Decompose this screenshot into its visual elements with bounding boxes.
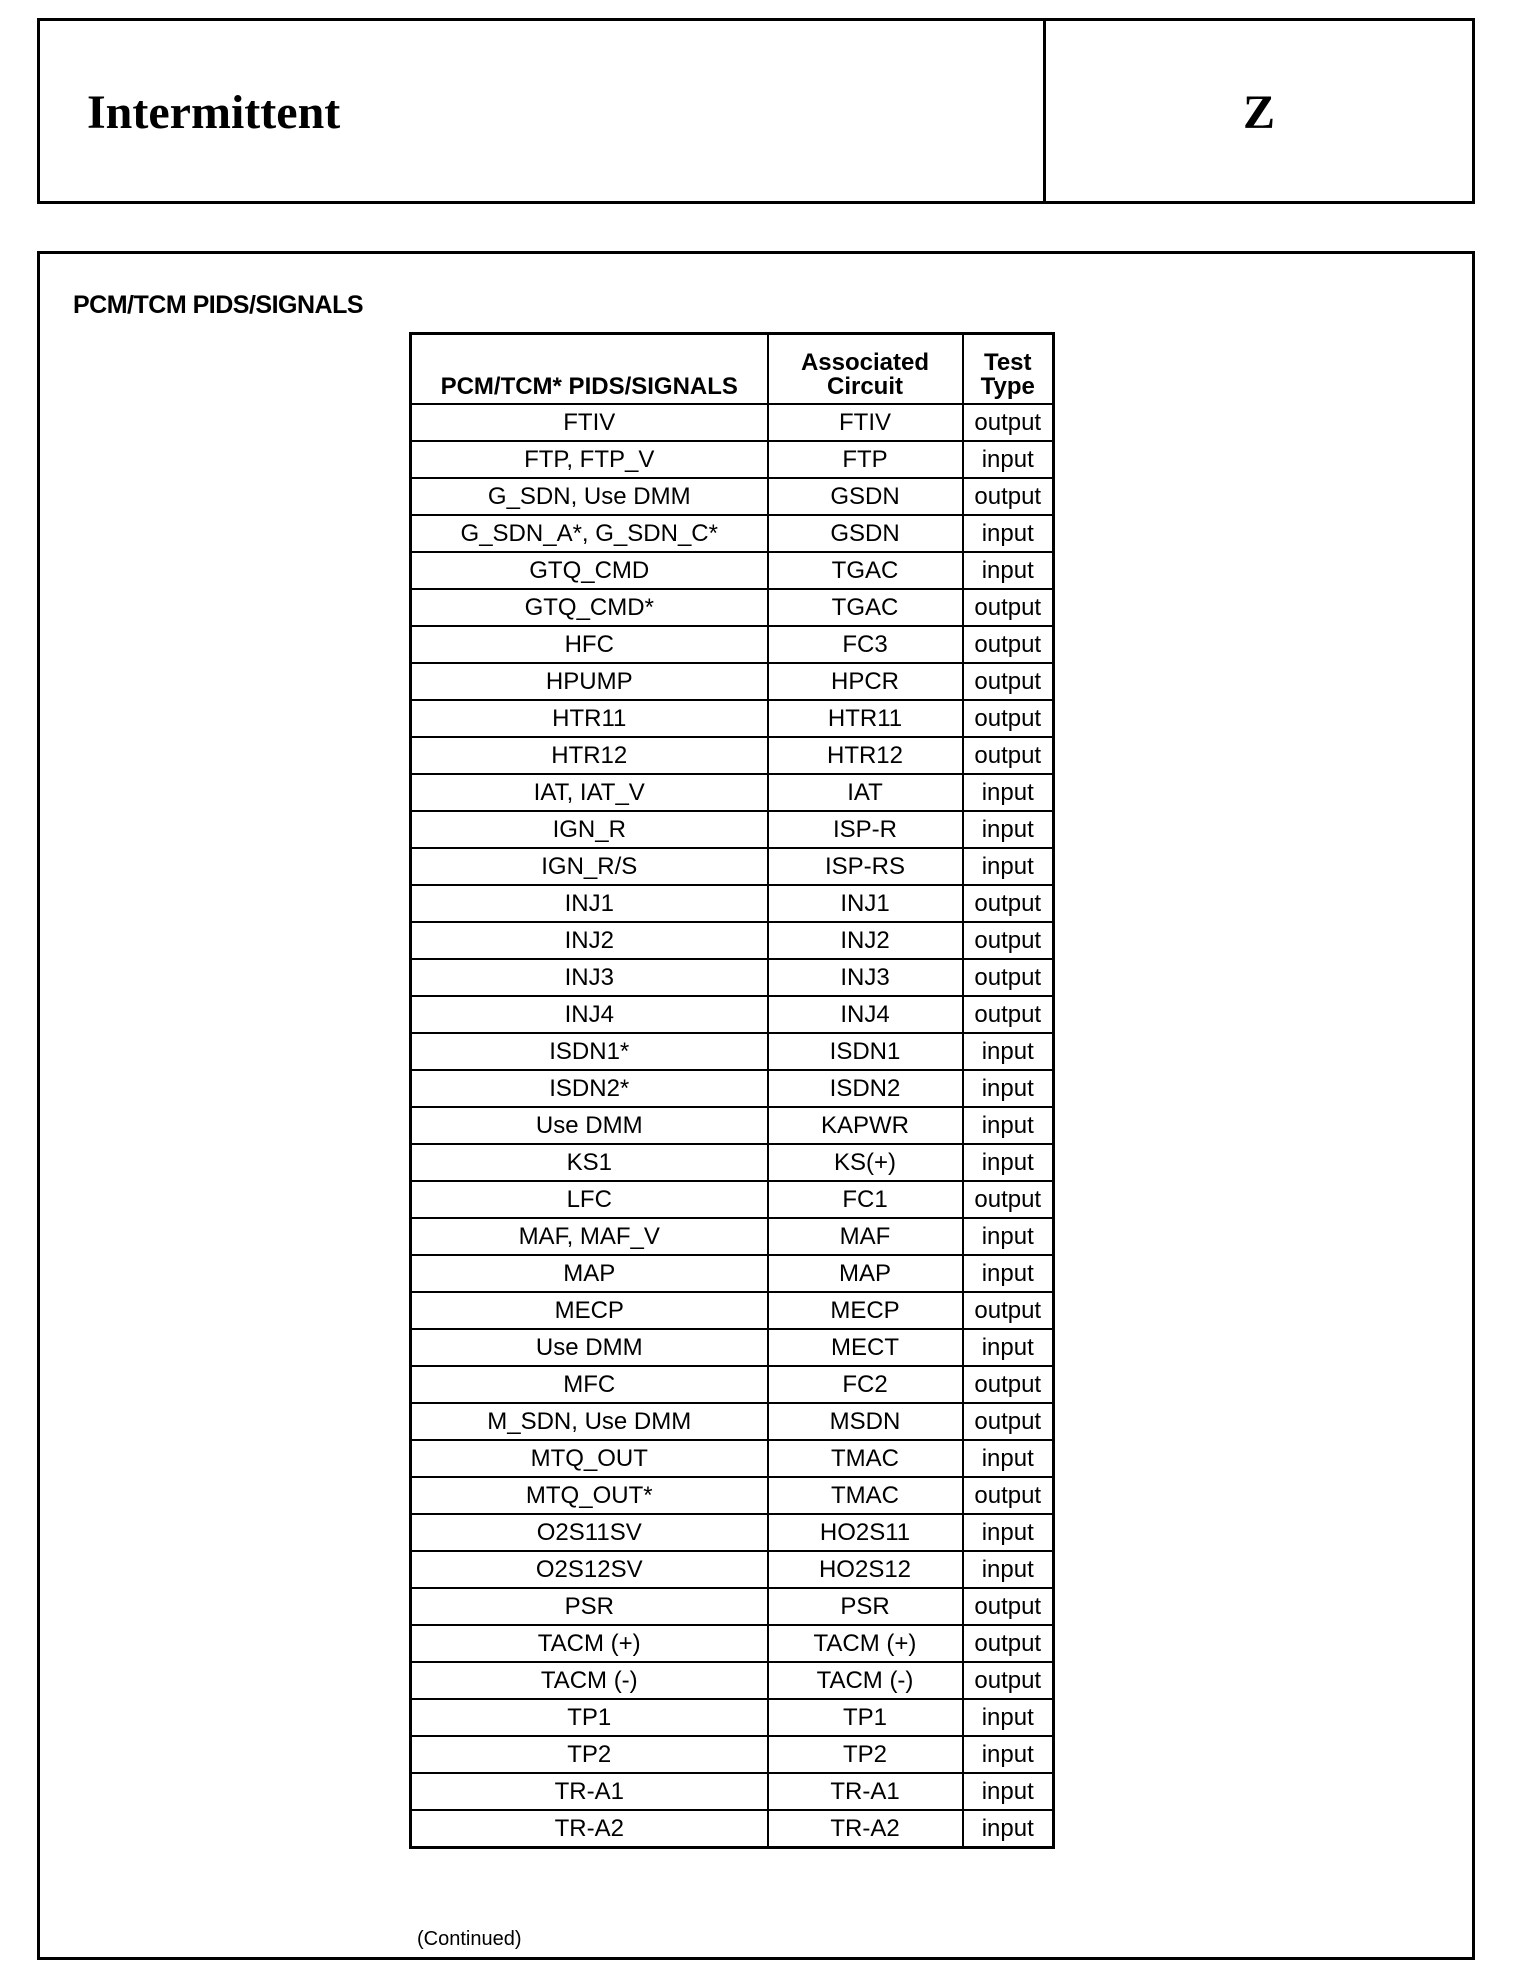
page-title: Intermittent	[87, 86, 341, 139]
table-row	[411, 1218, 1054, 1255]
table-row	[411, 1514, 1054, 1551]
cell-pid-signal: O2S12SV	[411, 1551, 768, 1588]
table-row	[411, 1181, 1054, 1218]
cell-associated-circuit: TACM (+)	[768, 1625, 963, 1662]
table-row	[411, 663, 1054, 700]
cell-associated-circuit: HO2S12	[768, 1551, 963, 1588]
cell-test-type: input	[963, 552, 1054, 589]
cell-associated-circuit: GSDN	[768, 478, 963, 515]
table-row	[411, 1551, 1054, 1588]
header-code-cell	[1046, 21, 1472, 201]
cell-associated-circuit: HO2S11	[768, 1514, 963, 1551]
table-row	[411, 1144, 1054, 1181]
cell-test-type: input	[963, 811, 1054, 848]
table-row	[411, 1033, 1054, 1070]
cell-associated-circuit: HTR12	[768, 737, 963, 774]
cell-test-type: input	[963, 1218, 1054, 1255]
cell-associated-circuit: MECT	[768, 1329, 963, 1366]
cell-test-type: input	[963, 1514, 1054, 1551]
cell-pid-signal: G_SDN_A*, G_SDN_C*	[411, 515, 768, 552]
cell-pid-signal: MTQ_OUT	[411, 1440, 768, 1477]
table-row	[411, 552, 1054, 589]
cell-test-type: output	[963, 700, 1054, 737]
table-row	[411, 404, 1054, 441]
cell-pid-signal: TP2	[411, 1736, 768, 1773]
table-row	[411, 1699, 1054, 1736]
column-header-pids: PCM/TCM* PIDS/SIGNALS	[411, 334, 768, 405]
table-row	[411, 848, 1054, 885]
cell-test-type: output	[963, 1588, 1054, 1625]
cell-pid-signal: INJ4	[411, 996, 768, 1033]
cell-pid-signal: ISDN2*	[411, 1070, 768, 1107]
table-row	[411, 774, 1054, 811]
cell-pid-signal: MFC	[411, 1366, 768, 1403]
cell-test-type: input	[963, 441, 1054, 478]
cell-pid-signal: GTQ_CMD*	[411, 589, 768, 626]
table-row	[411, 1292, 1054, 1329]
table-row	[411, 626, 1054, 663]
cell-pid-signal: G_SDN, Use DMM	[411, 478, 768, 515]
cell-associated-circuit: HTR11	[768, 700, 963, 737]
table-row	[411, 1662, 1054, 1699]
table-row	[411, 1329, 1054, 1366]
cell-associated-circuit: ISP-R	[768, 811, 963, 848]
cell-pid-signal: TP1	[411, 1699, 768, 1736]
cell-test-type: output	[963, 996, 1054, 1033]
cell-associated-circuit: INJ4	[768, 996, 963, 1033]
cell-associated-circuit: KAPWR	[768, 1107, 963, 1144]
content-panel	[37, 251, 1475, 1960]
cell-pid-signal: IAT, IAT_V	[411, 774, 768, 811]
cell-pid-signal: MECP	[411, 1292, 768, 1329]
cell-test-type: input	[963, 1551, 1054, 1588]
table-row	[411, 1403, 1054, 1440]
cell-test-type: output	[963, 1366, 1054, 1403]
cell-pid-signal: GTQ_CMD	[411, 552, 768, 589]
cell-test-type: output	[963, 737, 1054, 774]
section-code: Z	[1242, 86, 1275, 139]
cell-associated-circuit: TGAC	[768, 552, 963, 589]
column-header-test-type: Test Type	[963, 334, 1054, 405]
table-row	[411, 1588, 1054, 1625]
cell-associated-circuit: ISP-RS	[768, 848, 963, 885]
table-row	[411, 922, 1054, 959]
table-row	[411, 478, 1054, 515]
cell-pid-signal: TACM (+)	[411, 1625, 768, 1662]
cell-pid-signal: INJ3	[411, 959, 768, 996]
cell-test-type: input	[963, 1107, 1054, 1144]
cell-associated-circuit: TR-A2	[768, 1810, 963, 1848]
cell-associated-circuit: FC2	[768, 1366, 963, 1403]
table-row	[411, 1366, 1054, 1403]
table-row	[411, 885, 1054, 922]
page-header	[37, 18, 1475, 204]
cell-test-type: output	[963, 1403, 1054, 1440]
continued-note: (Continued)	[417, 1928, 522, 1950]
cell-associated-circuit: INJ1	[768, 885, 963, 922]
cell-pid-signal: HFC	[411, 626, 768, 663]
table-row	[411, 1810, 1054, 1848]
cell-test-type: output	[963, 1292, 1054, 1329]
cell-test-type: input	[963, 1773, 1054, 1810]
cell-associated-circuit: TR-A1	[768, 1773, 963, 1810]
table-row	[411, 737, 1054, 774]
table-row	[411, 1440, 1054, 1477]
cell-test-type: output	[963, 626, 1054, 663]
cell-pid-signal: O2S11SV	[411, 1514, 768, 1551]
cell-pid-signal: Use DMM	[411, 1107, 768, 1144]
cell-associated-circuit: FTIV	[768, 404, 963, 441]
cell-associated-circuit: INJ2	[768, 922, 963, 959]
cell-associated-circuit: INJ3	[768, 959, 963, 996]
cell-pid-signal: HTR11	[411, 700, 768, 737]
cell-test-type: output	[963, 959, 1054, 996]
cell-test-type: input	[963, 1070, 1054, 1107]
cell-test-type: output	[963, 1181, 1054, 1218]
cell-associated-circuit: TGAC	[768, 589, 963, 626]
cell-test-type: input	[963, 1255, 1054, 1292]
cell-test-type: input	[963, 848, 1054, 885]
cell-test-type: output	[963, 922, 1054, 959]
cell-associated-circuit: ISDN2	[768, 1070, 963, 1107]
cell-pid-signal: KS1	[411, 1144, 768, 1181]
cell-test-type: input	[963, 1144, 1054, 1181]
cell-associated-circuit: MSDN	[768, 1403, 963, 1440]
cell-pid-signal: TACM (-)	[411, 1662, 768, 1699]
pids-signals-table	[409, 332, 1055, 1849]
table-row	[411, 1625, 1054, 1662]
cell-test-type: input	[963, 774, 1054, 811]
cell-pid-signal: Use DMM	[411, 1329, 768, 1366]
cell-pid-signal: HPUMP	[411, 663, 768, 700]
cell-associated-circuit: MAF	[768, 1218, 963, 1255]
cell-test-type: input	[963, 1699, 1054, 1736]
cell-pid-signal: PSR	[411, 1588, 768, 1625]
cell-pid-signal: HTR12	[411, 737, 768, 774]
table-row	[411, 1477, 1054, 1514]
cell-associated-circuit: GSDN	[768, 515, 963, 552]
cell-test-type: output	[963, 589, 1054, 626]
section-title: PCM/TCM PIDS/SIGNALS	[73, 291, 364, 319]
cell-test-type: input	[963, 1440, 1054, 1477]
cell-pid-signal: MAP	[411, 1255, 768, 1292]
cell-pid-signal: TR-A2	[411, 1810, 768, 1848]
cell-associated-circuit: MECP	[768, 1292, 963, 1329]
cell-test-type: output	[963, 1477, 1054, 1514]
table-row	[411, 589, 1054, 626]
cell-test-type: output	[963, 1625, 1054, 1662]
table-row	[411, 996, 1054, 1033]
cell-pid-signal: M_SDN, Use DMM	[411, 1403, 768, 1440]
cell-associated-circuit: PSR	[768, 1588, 963, 1625]
cell-test-type: output	[963, 478, 1054, 515]
table-row	[411, 1255, 1054, 1292]
cell-pid-signal: MTQ_OUT*	[411, 1477, 768, 1514]
table-row	[411, 959, 1054, 996]
cell-associated-circuit: HPCR	[768, 663, 963, 700]
cell-pid-signal: LFC	[411, 1181, 768, 1218]
cell-test-type: output	[963, 663, 1054, 700]
table-body	[411, 404, 1054, 1848]
cell-associated-circuit: FC3	[768, 626, 963, 663]
cell-pid-signal: ISDN1*	[411, 1033, 768, 1070]
cell-pid-signal: FTP, FTP_V	[411, 441, 768, 478]
table-row	[411, 811, 1054, 848]
table-header-row	[411, 334, 1054, 405]
cell-test-type: output	[963, 404, 1054, 441]
cell-associated-circuit: FTP	[768, 441, 963, 478]
table-row	[411, 515, 1054, 552]
cell-associated-circuit: ISDN1	[768, 1033, 963, 1070]
table-row	[411, 1070, 1054, 1107]
table-row	[411, 1773, 1054, 1810]
cell-test-type: output	[963, 1662, 1054, 1699]
cell-associated-circuit: TP1	[768, 1699, 963, 1736]
cell-test-type: input	[963, 515, 1054, 552]
cell-test-type: input	[963, 1329, 1054, 1366]
cell-associated-circuit: IAT	[768, 774, 963, 811]
cell-test-type: input	[963, 1033, 1054, 1070]
cell-associated-circuit: TACM (-)	[768, 1662, 963, 1699]
cell-associated-circuit: MAP	[768, 1255, 963, 1292]
cell-test-type: output	[963, 885, 1054, 922]
cell-pid-signal: INJ2	[411, 922, 768, 959]
cell-pid-signal: TR-A1	[411, 1773, 768, 1810]
table-row	[411, 1107, 1054, 1144]
cell-associated-circuit: TP2	[768, 1736, 963, 1773]
header-title-cell	[40, 21, 1046, 201]
cell-pid-signal: FTIV	[411, 404, 768, 441]
cell-associated-circuit: TMAC	[768, 1440, 963, 1477]
cell-pid-signal: MAF, MAF_V	[411, 1218, 768, 1255]
cell-pid-signal: INJ1	[411, 885, 768, 922]
table-row	[411, 441, 1054, 478]
column-header-circuit: Associated Circuit	[768, 334, 963, 405]
table-row	[411, 1736, 1054, 1773]
cell-test-type: input	[963, 1736, 1054, 1773]
cell-pid-signal: IGN_R/S	[411, 848, 768, 885]
cell-test-type: input	[963, 1810, 1054, 1848]
cell-associated-circuit: FC1	[768, 1181, 963, 1218]
cell-pid-signal: IGN_R	[411, 811, 768, 848]
cell-associated-circuit: TMAC	[768, 1477, 963, 1514]
cell-associated-circuit: KS(+)	[768, 1144, 963, 1181]
table-row	[411, 700, 1054, 737]
